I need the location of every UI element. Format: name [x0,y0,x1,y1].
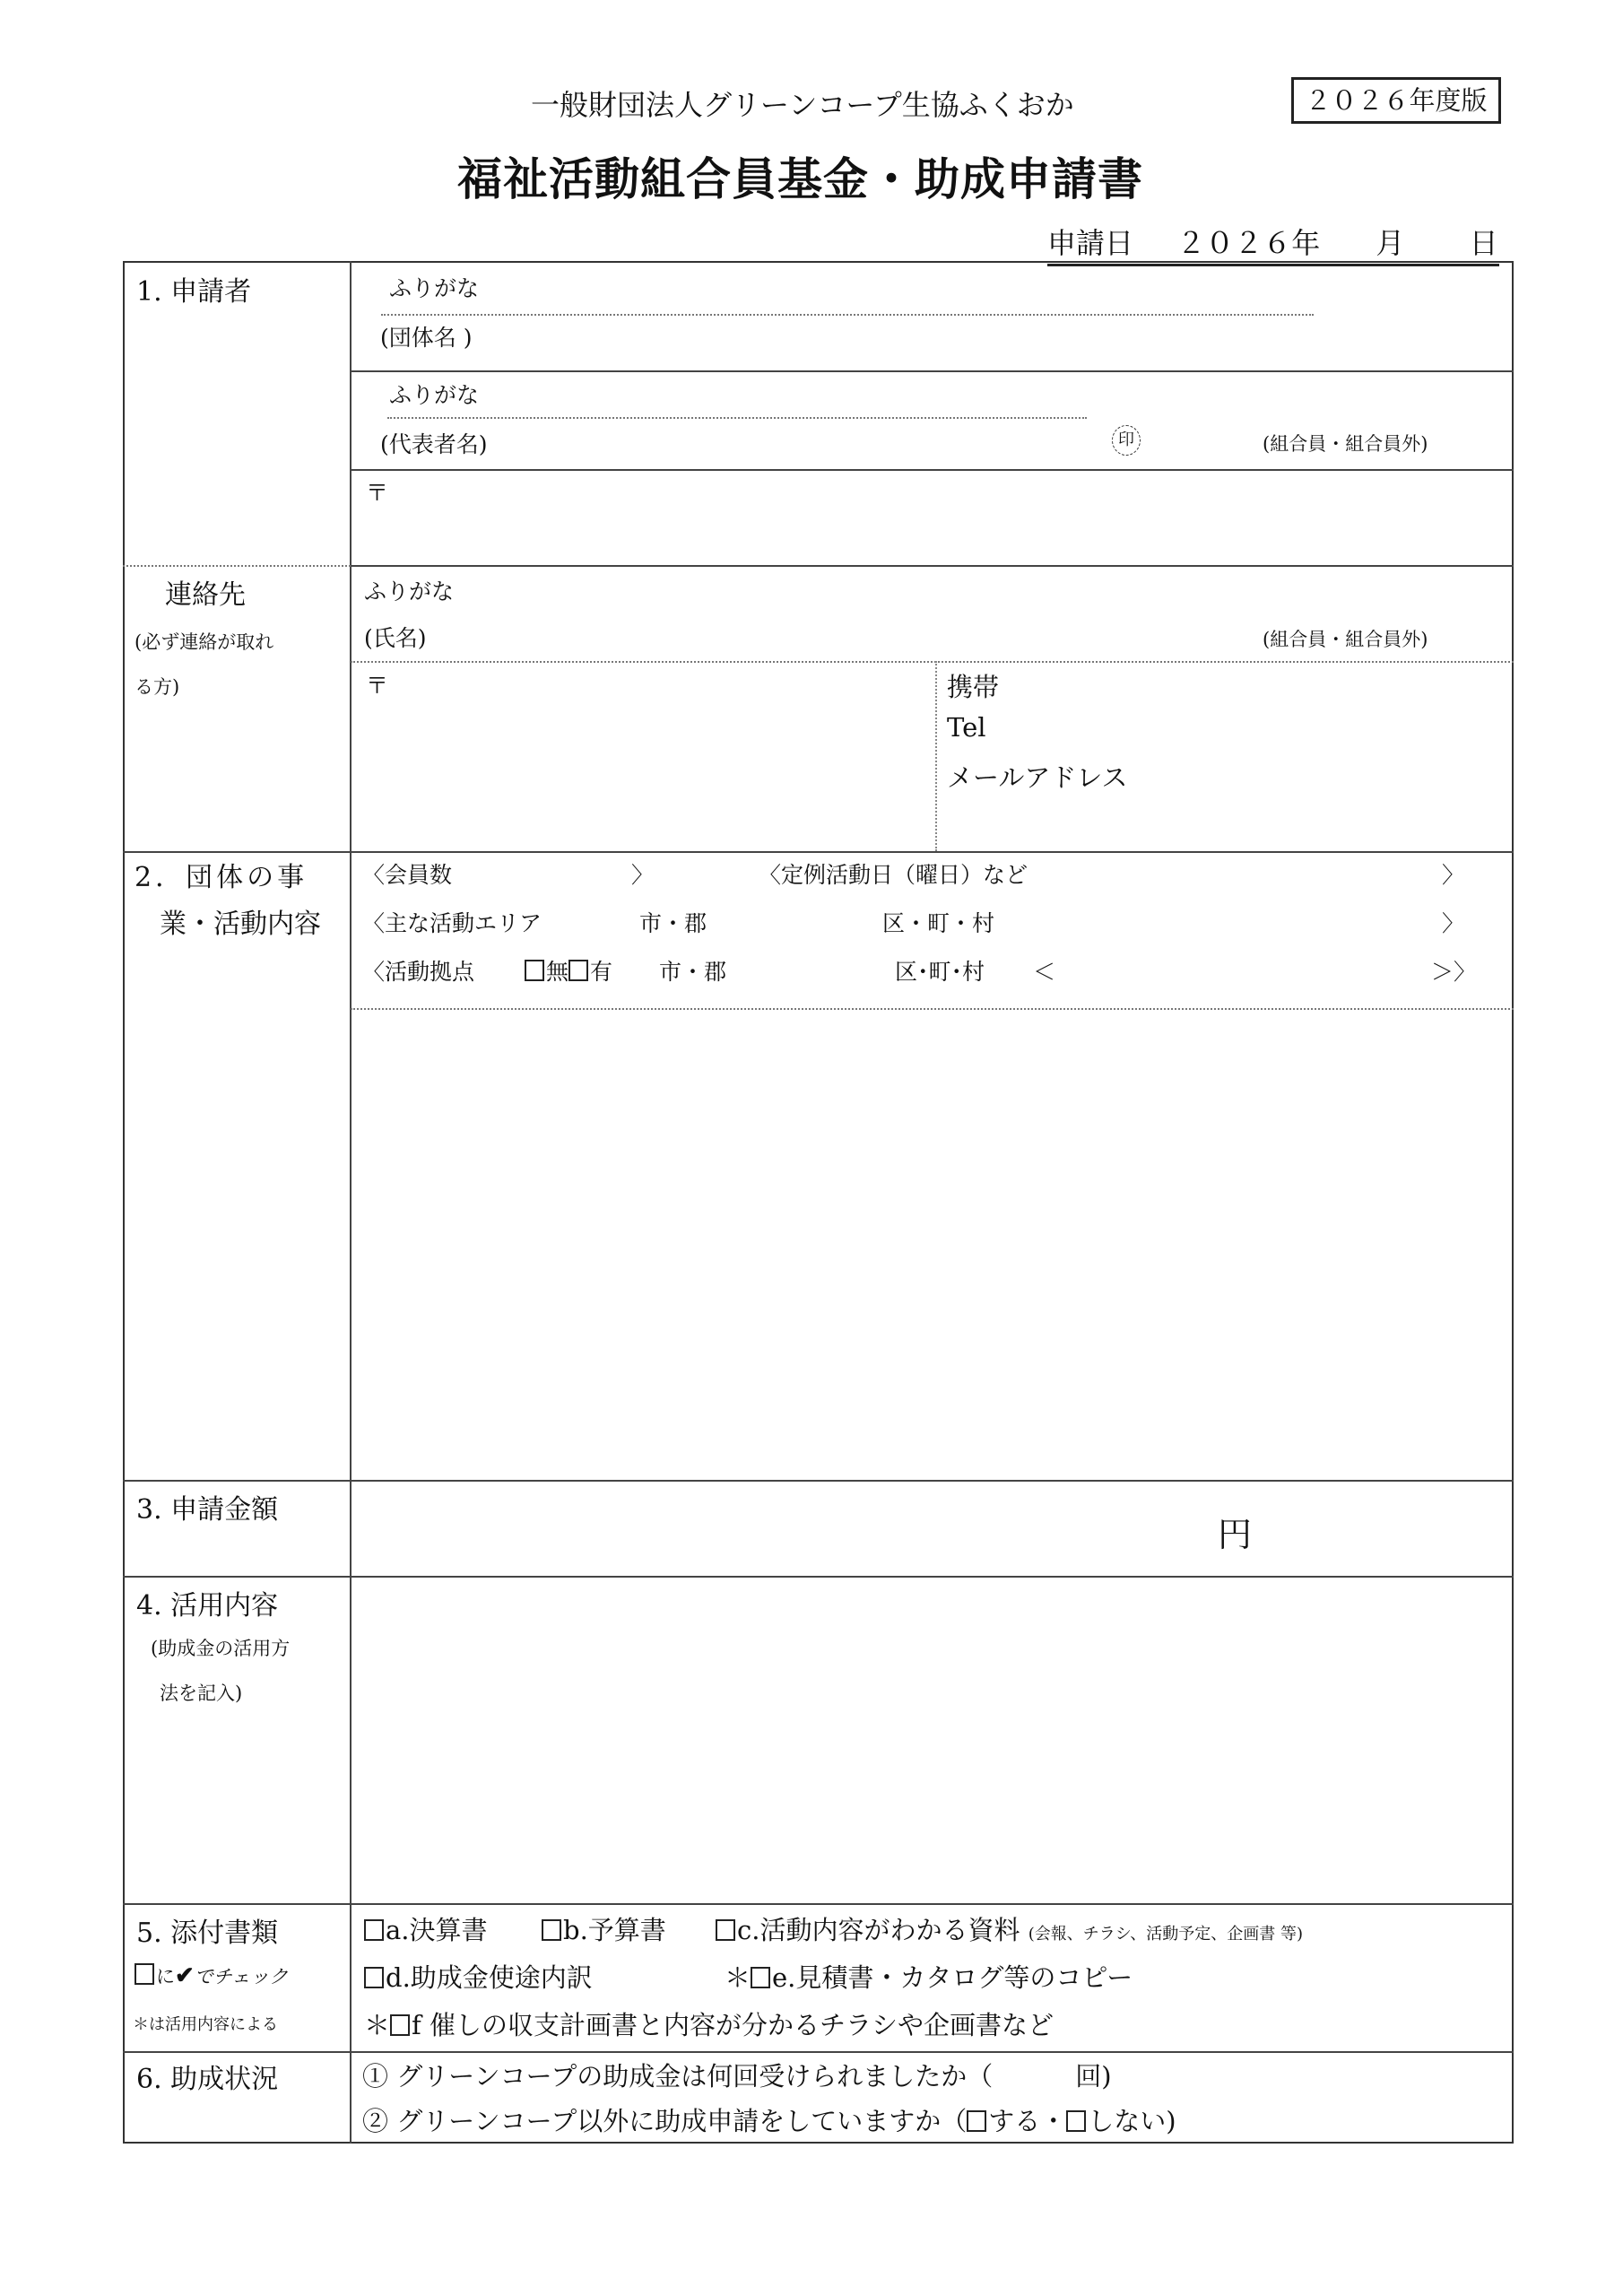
checkbox[interactable] [525,960,544,981]
row-line [123,851,1514,853]
row-line-dotted [351,1008,1514,1010]
apply-date-day: 日 [1469,226,1498,260]
members-close: 〉 [631,862,655,888]
asterisk-mark: ＊ [364,2010,391,2040]
checkbox[interactable] [751,1967,770,1988]
area-city: 市・郡 [639,910,707,936]
checkbox-no[interactable] [1066,2110,1086,2132]
attachment-c[interactable]: c.活動内容がわかる資料 (会報、チラシ、活動予定、企画書 等) [716,1910,1303,1947]
checkbox[interactable] [716,1919,735,1941]
row-line [123,2051,1514,2053]
attachments-note: に✔でチェック [135,1962,288,1989]
base-city: 市・郡 [659,959,727,985]
postal-mark-icon: 〒 [366,673,389,699]
attachment-b[interactable]: b.予算書 [542,1910,666,1947]
row-line [123,1903,1514,1905]
checkbox[interactable] [542,1919,561,1941]
attachment-e[interactable]: ＊ e.見積書・カタログ等のコピー [725,1962,1133,1993]
contact-note: る方) [135,676,180,698]
base-close: ＞〉 [1431,959,1477,985]
contact-furigana-field[interactable]: ふりがな [364,578,455,604]
area-close: 〉 [1442,910,1465,936]
apply-date-label: 申請日 [1047,226,1134,260]
checkbox[interactable] [364,1967,384,1988]
column-divider [350,261,352,2144]
section-applicant-label: 1. 申請者 [136,276,252,308]
seal-icon: 印 [1112,425,1141,456]
representative-furigana-field[interactable]: ふりがな [389,382,480,408]
row-line [351,565,1514,567]
furigana-underline [387,417,1087,419]
furigana-underline [381,314,1314,316]
attachment-d[interactable]: d.助成金使途内訳 [364,1958,593,1995]
base-label: 〈活動拠点 [362,959,475,985]
section-attachments-label: 5. 添付書類 [136,1918,279,1949]
contact-note: (必ず連絡が取れ [135,631,274,653]
checkbox-yes[interactable] [967,2110,986,2132]
base-open: ＜ [1033,959,1056,985]
section-contact-label: 連絡先 [165,579,246,611]
section-activities-label: 2．団体の事 [135,862,308,893]
email-field[interactable]: メールアドレス [947,762,1128,793]
apply-date-month: 月 [1376,226,1405,260]
row-line [351,469,1514,471]
row-line [123,1480,1514,1482]
edition-badge: ２０２６年度版 [1291,77,1501,124]
attachments-note: ＊は活用内容による [133,2015,278,2034]
checkbox[interactable] [568,960,588,981]
attachment-a[interactable]: a.決算書 [364,1910,488,1947]
group-furigana-field[interactable]: ふりがな [389,275,480,301]
other-grant-question[interactable]: ② グリーンコープ以外に助成申請をしていますか（ する・ しない) [362,2106,1176,2136]
regular-day-field[interactable]: 〈定例活動日（曜日）など [759,862,1028,888]
apply-date-field[interactable] [1047,221,1499,266]
organization-name: 一般財団法人グリーンコープ生協ふくおか [531,88,1074,122]
row-line [123,1576,1514,1578]
group-name-field[interactable]: (団体名 ) [380,325,473,351]
section-usage-label: 4. 活用内容 [136,1590,279,1622]
area-field[interactable]: 〈主な活動エリア [362,910,542,936]
tel-field[interactable]: Tel [947,712,986,743]
applicant-member-status[interactable]: (組合員・組合員外) [1263,433,1428,455]
row-line-dotted [123,565,351,567]
apply-date-year: ２０２６年 [1176,226,1321,260]
usage-description-field[interactable] [354,1580,1509,1900]
checkbox-icon [135,1963,154,1985]
contact-address-field[interactable] [386,668,924,843]
row-line-dotted [351,661,1514,663]
amount-field[interactable] [354,1484,1509,1572]
check-icon: ✔ [175,1962,195,1989]
asterisk-mark: ＊ [725,1962,751,1993]
members-count-field[interactable] [362,857,452,890]
area-ward: 区・町・村 [882,910,995,936]
section-amount-label: 3. 申請金額 [136,1494,279,1526]
base-option-none[interactable]: 無 有 [525,954,612,987]
activity-description-field[interactable] [354,1012,1509,1476]
representative-name-field[interactable]: (代表者名) [380,431,488,457]
row-line [351,370,1514,372]
contact-name-field[interactable]: (氏名) [364,625,427,651]
mobile-field[interactable]: 携帯 [947,672,1000,702]
base-ward: 区･町･村 [895,959,985,985]
checkbox[interactable] [390,2014,410,2036]
usage-note: (助成金の活用方 [151,1638,291,1659]
members-label: 〈会員数 [362,862,453,888]
section-grant-status-label: 6. 助成状況 [136,2064,279,2095]
contact-divider [935,661,937,851]
grant-count-question[interactable]: ① グリーンコープの助成金は何回受けられましたか（ 回) [362,2061,1112,2092]
checkbox[interactable] [364,1919,384,1941]
section-activities-label: 業・活動内容 [160,909,321,940]
postal-mark-icon: 〒 [366,480,389,506]
attachment-c-note: (会報、チラシ、活動予定、企画書 等) [1028,1925,1304,1944]
yen-unit: 円 [1218,1515,1253,1554]
attachment-f[interactable]: ＊ f 催しの収支計画書と内容が分かるチラシや企画書など [364,2010,1054,2040]
contact-member-status[interactable]: (組合員・組合員外) [1263,629,1428,650]
regular-day-close: 〉 [1442,862,1465,888]
applicant-address-field[interactable] [386,475,1497,556]
form-title: 福祉活動組合員基金・助成申請書 [457,152,1143,205]
usage-note: 法を記入) [160,1683,243,1704]
